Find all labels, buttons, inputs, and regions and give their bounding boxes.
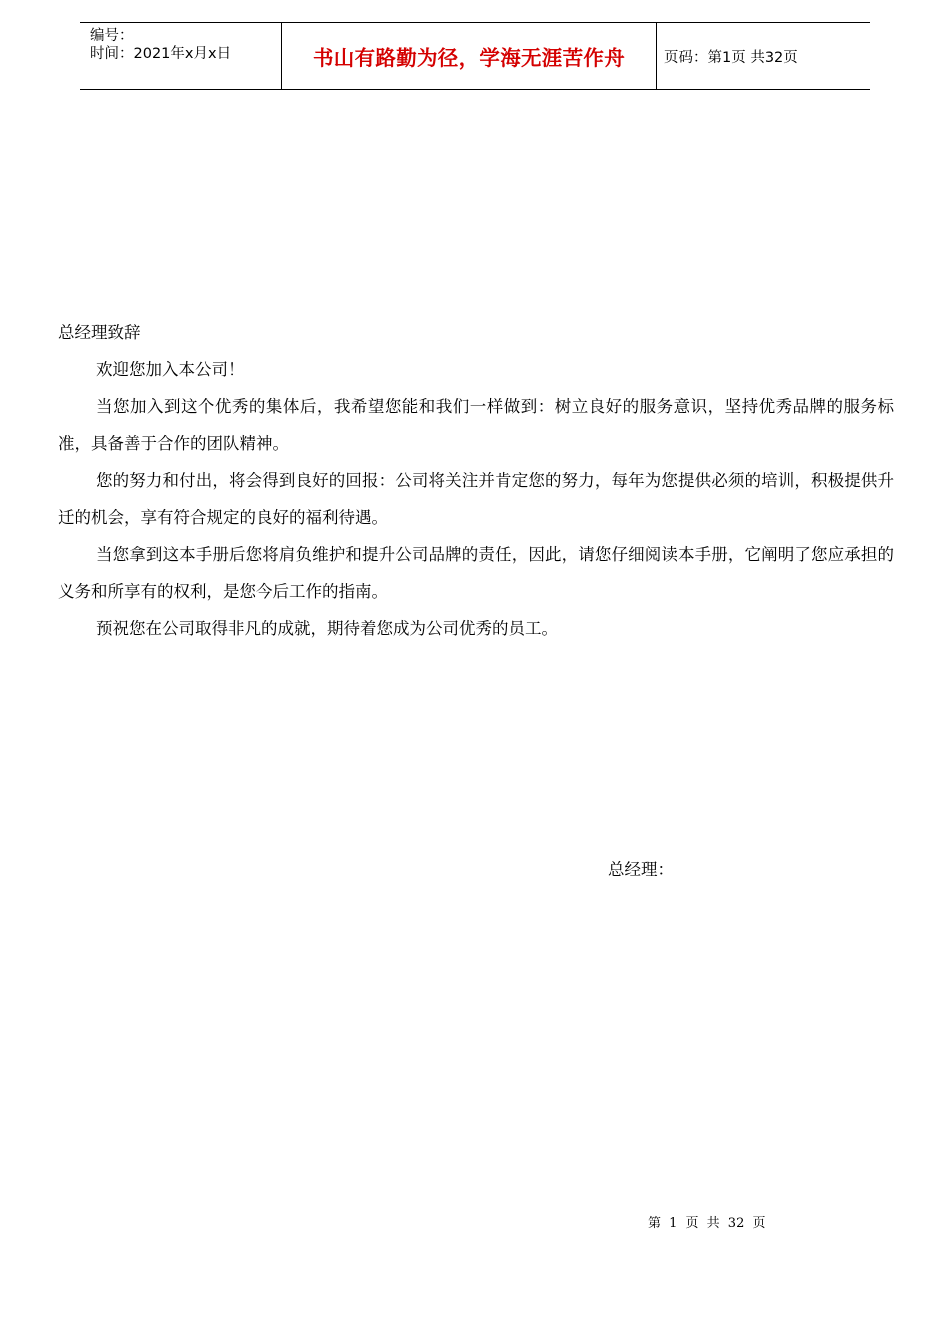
- header-motto: 书山有路勤为径，学海无涯苦作舟: [281, 23, 657, 89]
- header-page-label: 页码：第1页 共32页: [664, 49, 798, 66]
- page-header: [80, 22, 870, 90]
- time-label: 时间：2021年x月x日: [90, 46, 232, 62]
- signoff: 总经理：: [608, 860, 674, 879]
- header-meta: [90, 27, 280, 63]
- letter-paragraph: 预祝您在公司取得非凡的成就，期待着您成为公司优秀的员工。: [96, 619, 558, 638]
- page-footer: 第 1 页 共 32 页: [648, 1216, 766, 1231]
- letter-paragraph: 当您拿到这本手册后您将肩负维护和提升公司品牌的责任，因此，请您仔细阅读本手册，它阐明了您应承担的义务和所享有的权利，是您今后工作的指南。: [58, 545, 894, 601]
- letter-body: [58, 314, 894, 647]
- letter-paragraph: 当您加入到这个优秀的集体后，我希望您能和我们一样做到：树立良好的服务意识，坚持优秀品牌的服务标准，具备善于合作的团队精神。: [58, 397, 894, 453]
- letter-title: 总经理致辞: [58, 323, 141, 342]
- letter-paragraph: 您的努力和付出，将会得到良好的回报：公司将关注并肯定您的努力，每年为您提供必须的培训，积极提供升迁的机会，享有符合规定的良好的福利待遇。: [58, 471, 894, 527]
- letter-paragraph: 欢迎您加入本公司！: [96, 360, 245, 379]
- doc-number-label: 编号：: [90, 28, 134, 44]
